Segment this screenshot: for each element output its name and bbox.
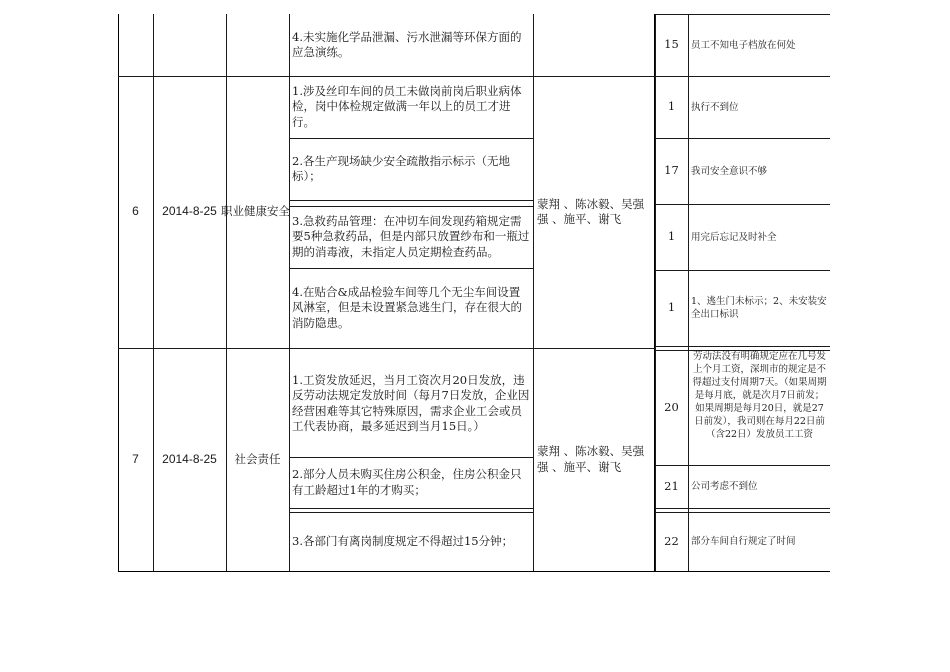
issue-number: 20 <box>664 399 679 414</box>
responsible-people: 蒙翔 、陈冰毅、吴强强 、施平、谢飞 <box>537 444 645 474</box>
issue-cell <box>292 14 530 76</box>
remark-cell: 1、逃生门未标示；2、未安装安全出口标识 <box>691 296 827 320</box>
issue-number: 15 <box>664 37 679 52</box>
issue-number: 21 <box>664 478 679 493</box>
issue-text: 3.急救药品管理：在冲切车间发现药箱规定需要5种急救药品，但是内部只放置纱布和一瓶过期的消毒液，未指定人员定期检查药品。 <box>292 213 530 259</box>
grid-line <box>118 571 655 572</box>
issue-cell <box>292 206 530 268</box>
remark-cell: 部分车间自行规定了时间 <box>691 536 796 547</box>
issue-text: 4.未实施化学品泄漏、污水泄漏等环保方面的应急演练。 <box>292 29 522 59</box>
issue-cell <box>292 138 530 200</box>
issue-number: 1 <box>667 300 676 315</box>
row-category: 职业健康安全 <box>221 204 290 219</box>
issue-cell <box>292 512 530 571</box>
grid-line <box>289 508 533 509</box>
grid-line <box>533 14 534 572</box>
issue-cell <box>292 76 530 138</box>
row-number: 7 <box>132 451 139 466</box>
remark-cell: 劳动法没有明确规定应在几号发上个月工资，深圳市的规定是不得超过支付周期7天。（如果周期是每月底，就是次月7日前发；如果周期是每月20日，就是27日前发），我司则在每月22日前（含22日）发放员工工资 <box>692 351 827 440</box>
issue-text: 2.各生产现场缺少安全疏散指示标示（无地标）； <box>292 153 510 183</box>
issue-number: 1 <box>667 99 676 114</box>
issue-text: 3.各部门有离岗制度规定不得超过15分钟； <box>292 533 514 548</box>
row-date: 2014-8-25 <box>162 204 217 219</box>
issue-text: 1.工资发放延迟，当月工资次月20日发放，违反劳动法规定发放时间（每月7日发放，企业因经营困难等其它特殊原因，需求企业工会或员工代表协商，最多延迟到当月15日。） <box>292 372 530 433</box>
grid-line <box>655 346 830 347</box>
grid-line <box>655 571 830 572</box>
row-date: 2014-8-25 <box>162 451 217 466</box>
remark-cell: 用完后忘记及时补全 <box>691 231 777 243</box>
issue-cell <box>292 268 530 348</box>
remark-cell: 我司安全意识不够 <box>691 165 768 177</box>
row-number: 6 <box>132 204 139 219</box>
grid-line <box>289 200 533 201</box>
remark-cell: 执行不到位 <box>691 101 739 113</box>
remark-cell: 员工不知电子档放在何处 <box>691 39 796 51</box>
issue-cell <box>292 457 530 508</box>
row-category: 社会责任 <box>234 451 281 466</box>
grid-line <box>655 508 830 509</box>
issue-text: 1.涉及丝印车间的员工未做岗前岗后职业病体检，岗中体检规定做满一年以上的员工才进行。 <box>292 83 522 129</box>
responsible-people: 蒙翔 、陈冰毅、吴强强 、施平、谢飞 <box>537 196 645 226</box>
remark-cell: 公司考虑不到位 <box>691 481 758 492</box>
issue-cell <box>292 350 530 457</box>
issue-number: 17 <box>664 163 679 178</box>
issue-number: 1 <box>667 229 676 244</box>
issue-text: 2.部分人员未购买住房公积金，住房公积金只有工龄超过1年的才购买； <box>292 467 522 497</box>
issue-number: 22 <box>664 533 679 548</box>
grid-line <box>688 14 689 572</box>
issue-text: 4.在贴合&成品检验车间等几个无尘车间设置风淋室，但是未设置紧急逃生门，存在很大的消防隐患。 <box>292 284 522 330</box>
